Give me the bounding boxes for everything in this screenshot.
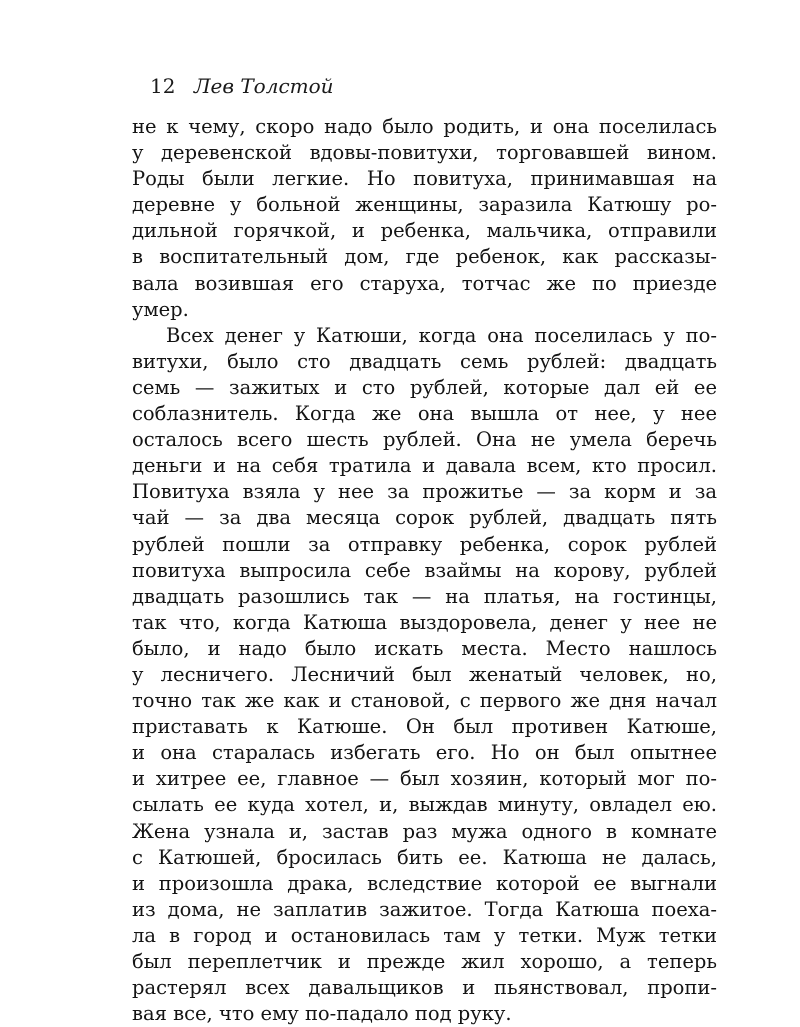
text-line: и она старалась избегать его. Но он был опытнее — [132, 741, 717, 765]
text-line: Повитуха взяла у нее за прожитье — за корм и за — [132, 480, 717, 504]
text-line: с Катюшей, бросилась бить ее. Катюша не далась, — [132, 845, 717, 869]
text-line: растерял всех давальщиков и пьянствовал, пропи- — [132, 976, 717, 1000]
text-line: осталось всего шесть рублей. Она не умела беречь — [132, 428, 717, 452]
text-line: чай — за два месяца сорок рублей, двадцать пять — [132, 506, 717, 530]
body-text — [132, 114, 717, 1027]
text-line: умер. — [132, 297, 189, 321]
text-line: витухи, было сто двадцать семь рублей: двадцать — [132, 349, 717, 373]
text-line: приставать к Катюше. Он был противен Катюше, — [132, 715, 717, 739]
text-line: сылать ее куда хотел, и, выждав минуту, овладел ею. — [132, 793, 717, 817]
text-line: не к чему, скоро надо было родить, и она поселилась — [132, 115, 717, 138]
running-head — [150, 74, 334, 98]
text-line: вая все, что ему по-падало под руку. — [132, 1002, 512, 1026]
paragraph-2 — [132, 323, 717, 1027]
paragraph-1 — [132, 114, 717, 323]
text-line: дильной горячкой, и ребенка, мальчика, отправили — [132, 219, 717, 243]
text-line: Жена узнала и, застав раз мужа одного в комнате — [132, 819, 717, 843]
text-line: ла в город и остановилась там у тетки. Муж тетки — [132, 923, 717, 947]
text-line: в воспитательный дом, где ребенок, как рассказы- — [132, 245, 717, 269]
text-line: из дома, не заплатив зажитое. Тогда Катюша поеха- — [132, 897, 717, 921]
text-line: соблазнитель. Когда же она вышла от нее, у нее — [132, 402, 717, 426]
text-line: у лесничего. Лесничий был женатый человек, но, — [132, 662, 717, 686]
text-line: и хитрее ее, главное — был хозяин, который мог по- — [132, 767, 717, 791]
text-line: вала возившая его старуха, тотчас же по приезде — [132, 271, 717, 295]
page-number: 12 — [150, 74, 176, 98]
text-line: был переплетчик и прежде жил хорошо, а теперь — [132, 950, 717, 973]
text-line: деревне у больной женщины, заразила Катюшу ро- — [132, 193, 717, 217]
text-line: семь — зажитых и сто рублей, которые дал ей ее — [132, 375, 717, 399]
text-line: точно так же как и становой, с первого же дня начал — [132, 689, 717, 713]
text-line: было, и надо было искать места. Место нашлось — [132, 636, 717, 660]
book-author: Лев Толстой — [193, 74, 334, 98]
text-line: повитуха выпросила себе взаймы на корову, рублей — [132, 558, 717, 582]
text-line: Всех денег у Катюши, когда она поселилась у по- — [166, 323, 717, 347]
text-line: деньги и на себя тратила и давала всем, кто просил. — [132, 454, 717, 478]
text-line: у деревенской вдовы-повитухи, торговавшей вином. — [132, 141, 717, 165]
text-line: так что, когда Катюша выздоровела, денег у нее не — [132, 610, 717, 634]
text-line: двадцать разошлись так — на платья, на гостинцы, — [132, 584, 717, 608]
text-line: Роды были легкие. Но повитуха, принимавшая на — [132, 167, 717, 191]
text-line: рублей пошли за отправку ребенка, сорок рублей — [132, 532, 717, 556]
text-line: и произошла драка, вследствие которой ее выгнали — [132, 871, 717, 895]
